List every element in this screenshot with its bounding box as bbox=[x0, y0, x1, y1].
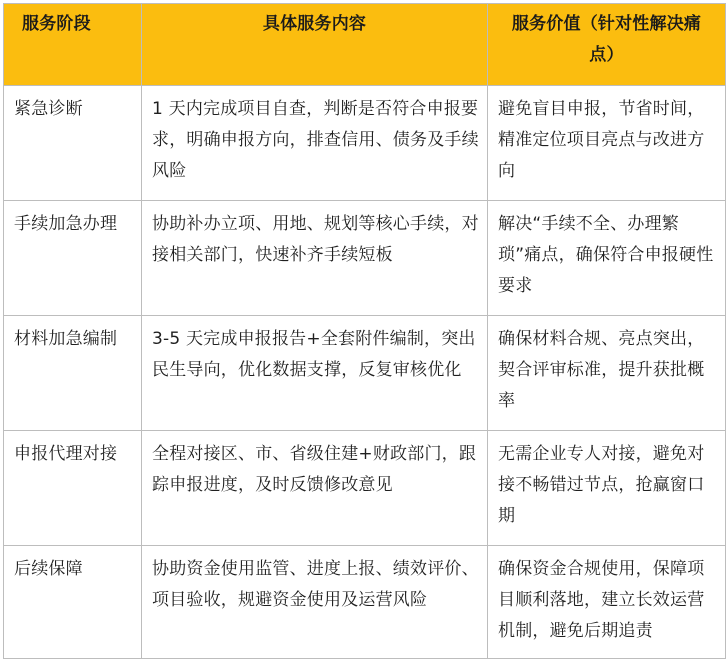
content-cell: 协助补办立项、用地、规划等核心手续，对接相关部门，快速补齐手续短板 bbox=[142, 201, 488, 316]
header-value: 服务价值（针对性解决痛点） bbox=[488, 4, 726, 86]
table-row bbox=[4, 316, 726, 431]
stage-cell: 材料加急编制 bbox=[4, 316, 142, 431]
value-cell: 解决“手续不全、办理繁琐”痛点，确保符合申报硬性要求 bbox=[488, 201, 726, 316]
header-row bbox=[4, 4, 726, 86]
table-row bbox=[4, 86, 726, 201]
stage-cell: 手续加急办理 bbox=[4, 201, 142, 316]
header-stage: 服务阶段 bbox=[4, 4, 142, 86]
table-body bbox=[4, 86, 726, 659]
service-stages-table bbox=[3, 3, 726, 659]
table-row bbox=[4, 431, 726, 546]
value-cell: 确保资金合规使用，保障项目顺利落地，建立长效运营机制，避免后期追责 bbox=[488, 546, 726, 659]
stage-cell: 申报代理对接 bbox=[4, 431, 142, 546]
stage-cell: 紧急诊断 bbox=[4, 86, 142, 201]
value-cell: 确保材料合规、亮点突出，契合评审标准，提升获批概率 bbox=[488, 316, 726, 431]
table-row bbox=[4, 546, 726, 659]
content-cell: 全程对接区、市、省级住建+财政部门，跟踪申报进度，及时反馈修改意见 bbox=[142, 431, 488, 546]
service-table-container bbox=[3, 3, 725, 659]
content-cell: 3-5 天完成申报报告+全套附件编制，突出民生导向，优化数据支撑，反复审核优化 bbox=[142, 316, 488, 431]
stage-cell: 后续保障 bbox=[4, 546, 142, 659]
content-cell: 协助资金使用监管、进度上报、绩效评价、项目验收，规避资金使用及运营风险 bbox=[142, 546, 488, 659]
value-cell: 避免盲目申报，节省时间，精准定位项目亮点与改进方向 bbox=[488, 86, 726, 201]
table-header bbox=[4, 4, 726, 86]
header-content: 具体服务内容 bbox=[142, 4, 488, 86]
table-row bbox=[4, 201, 726, 316]
content-cell: 1 天内完成项目自查，判断是否符合申报要求，明确申报方向，排查信用、债务及手续风险 bbox=[142, 86, 488, 201]
value-cell: 无需企业专人对接，避免对接不畅错过节点，抢赢窗口期 bbox=[488, 431, 726, 546]
